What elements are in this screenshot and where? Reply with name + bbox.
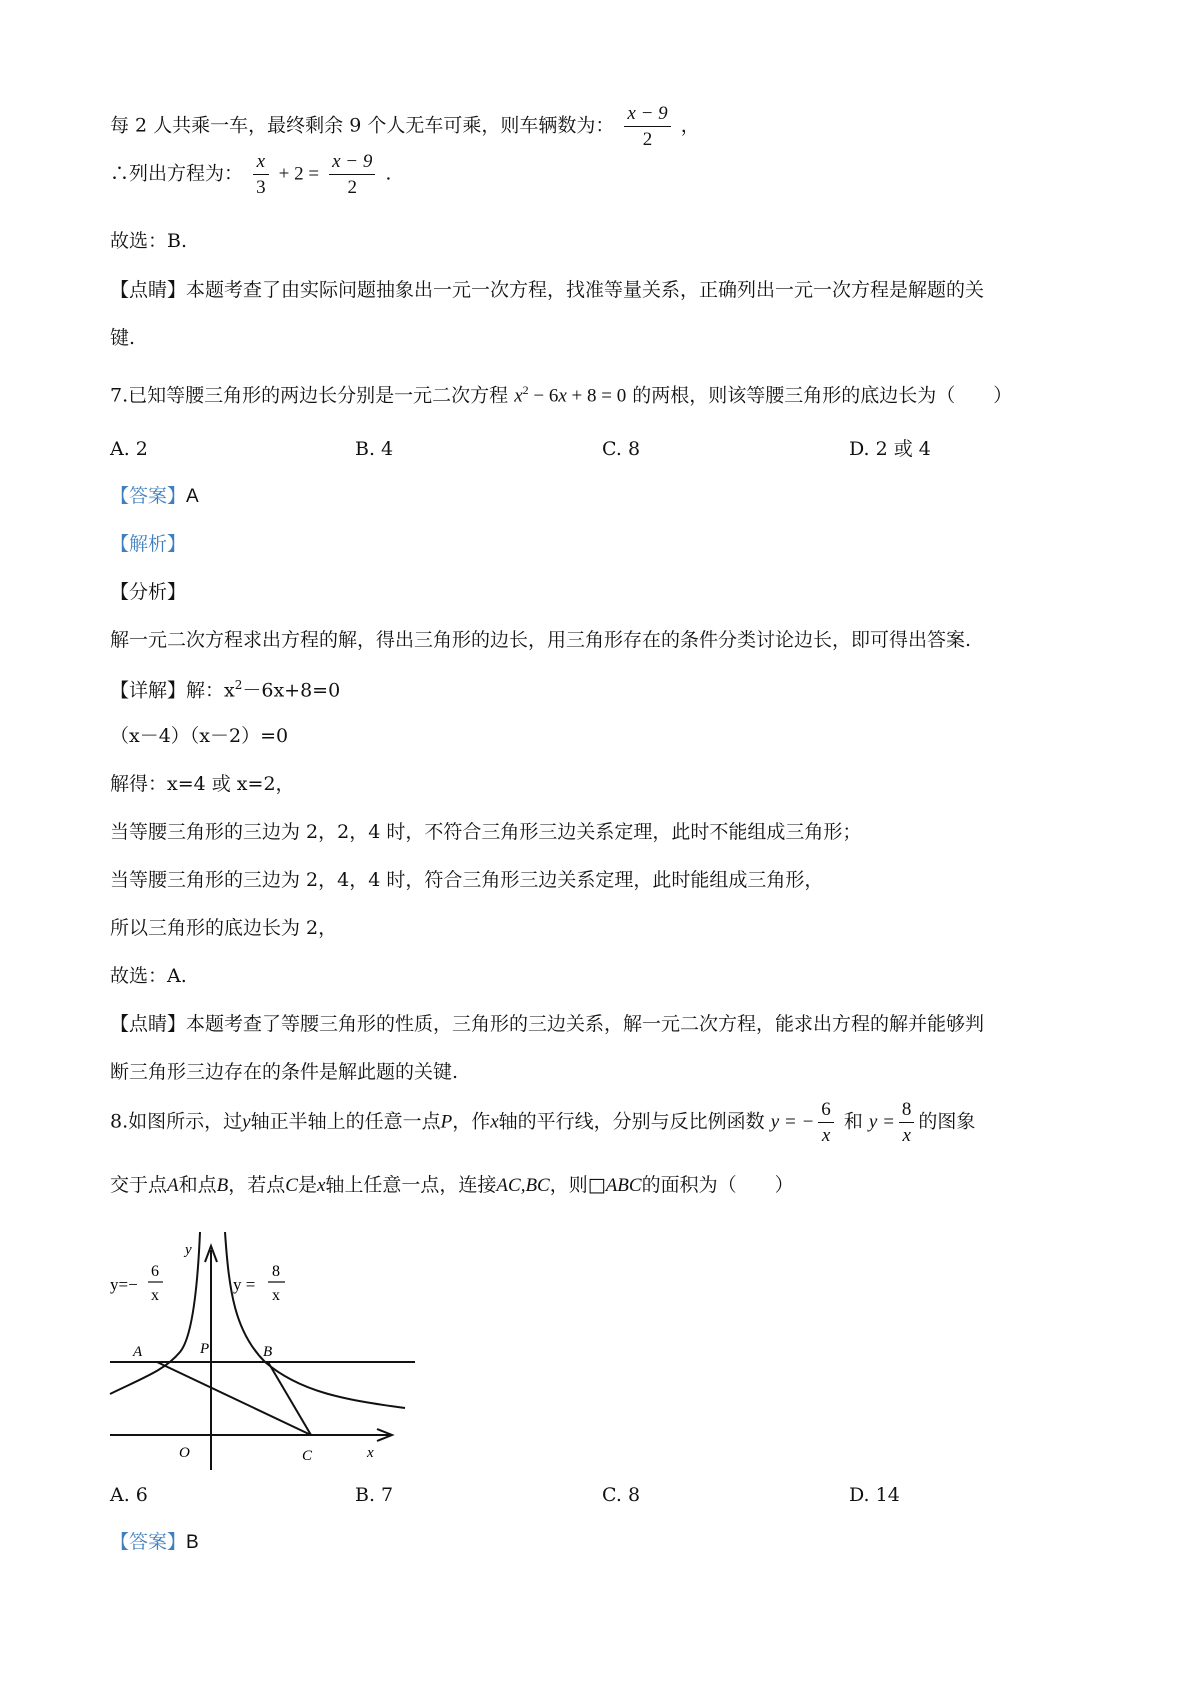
q8-text: 的面积为（ ） [641, 1174, 794, 1196]
q8-var-y: y [242, 1111, 251, 1133]
label-o: O [179, 1445, 190, 1461]
label-right-den: x [272, 1287, 280, 1304]
q8-var-x: x [316, 1175, 326, 1196]
q8-option-c: C. 8 [602, 1484, 641, 1506]
triangle-symbol: □ [587, 1174, 606, 1196]
q7-eq-exponent: 2 [522, 383, 529, 397]
answer-tag: 【答案】 [110, 485, 187, 507]
q7-eq-part: − 6 [528, 385, 559, 407]
q8-text: 和 [843, 1110, 863, 1133]
analysis-tag: 【解析】 [110, 533, 187, 555]
label-p: P [200, 1341, 210, 1357]
answer-value: B [186, 1532, 199, 1553]
fraction-denominator: x [899, 1122, 915, 1145]
segment-ac [157, 1362, 311, 1435]
fraction-numerator: 8 [901, 1099, 912, 1120]
fraction-x-over-3 [253, 152, 269, 197]
text-line-4: 【点睛】本题考查了由实际问题抽象出一元一次方程，找准等量关系，正确列出一元一次方程是解题的关 [110, 279, 985, 301]
question-7-stem [110, 384, 1012, 405]
q8-point-c: C [285, 1175, 298, 1196]
fraction-denominator: 2 [329, 174, 375, 197]
fraction-8-over-x [899, 1100, 915, 1145]
step-2: （x－4）（x－2）=0 [110, 725, 289, 747]
q8-point-a: A [167, 1175, 179, 1196]
step-3: 解得：x=4 或 x=2， [110, 773, 295, 795]
fraction-denominator: 3 [253, 174, 269, 197]
label-right-lhs: y = [233, 1275, 256, 1294]
q8-text: ，若点 [228, 1174, 286, 1196]
q8-figure [105, 1232, 425, 1477]
q8-segments: AC,BC [496, 1175, 550, 1196]
fraction-numerator: x − 9 [332, 151, 373, 172]
text-line-1-pre: 每 2 人共乘一车，最终剩余 9 个人无车可乘，则车辆数为： [110, 114, 615, 137]
q8-option-a: A. 6 [110, 1484, 148, 1506]
dianjing-line-1: 【点睛】本题考查了等腰三角形的性质，三角形的三边关系，解一元二次方程，能求出方程的解并能够判 [110, 1013, 985, 1035]
q8-text: 的图象 [918, 1110, 976, 1133]
text-line-1-post: ， [680, 114, 700, 137]
q7-answer [110, 487, 199, 506]
q8-option-b: B. 7 [355, 1484, 394, 1506]
label-x: x [367, 1445, 374, 1461]
q8-text: 是 [297, 1174, 317, 1196]
label-right-num: 8 [272, 1263, 280, 1280]
q8-text: 和点 [178, 1174, 217, 1196]
label-a: A [133, 1344, 143, 1360]
dianjing-line-2: 断三角形三边存在的条件是解此题的关键. [110, 1061, 459, 1083]
label-left-den: x [151, 1287, 159, 1304]
step-4: 当等腰三角形的三边为 2，2，4 时，不符合三角形三边关系定理，此时不能组成三角形； [110, 821, 862, 843]
q8-triangle-name: ABC [605, 1175, 642, 1196]
label-y: y [185, 1242, 192, 1258]
detail-line [110, 679, 340, 700]
fraction-6-over-x [818, 1100, 834, 1145]
label-left-lhs: y=− [110, 1275, 138, 1294]
detail-pre: 【详解】解：x [110, 679, 235, 702]
q8-point-b: B [216, 1175, 229, 1196]
detail-post: －6x+8=0 [242, 679, 341, 702]
step-5: 当等腰三角形的三边为 2，4，4 时，符合三角形三边关系定理，此时能组成三角形， [110, 869, 824, 891]
curve-y-8-over-x [225, 1232, 405, 1408]
answer-tag: 【答案】 [110, 1531, 187, 1553]
text-line-1 [110, 104, 700, 149]
q7-option-a: A. 2 [110, 438, 148, 460]
q7-stem-post: 的两根，则该等腰三角形的底边长为（ ） [632, 384, 1013, 407]
q7-eq-x2: x [558, 385, 567, 407]
q7-option-b: B. 4 [355, 438, 394, 460]
question-8-stem-2 [110, 1176, 794, 1195]
fraction-numerator: 6 [821, 1099, 831, 1120]
label-left-num: 6 [151, 1263, 159, 1280]
fraction-numerator: x − 9 [627, 103, 668, 124]
q7-option-d: D. 2 或 4 [849, 438, 931, 460]
q8-answer [110, 1533, 199, 1552]
answer-value: A [186, 486, 199, 507]
q8-option-d: D. 14 [849, 1484, 900, 1506]
q8-text: 交于点 [110, 1174, 168, 1196]
q7-eq-rest: + 8 = 0 [566, 385, 627, 407]
label-c: C [302, 1448, 313, 1464]
q8-func-2-lhs: y = [868, 1111, 895, 1133]
step-6: 所以三角形的底边长为 2， [110, 917, 338, 939]
fraction-denominator: x [818, 1122, 834, 1145]
q7-eq-x: x [514, 385, 523, 407]
step-7: 故选：A. [110, 965, 187, 987]
text-line-2 [110, 152, 391, 197]
fraction-x-minus-9-over-2 [624, 104, 670, 149]
q8-text: 轴正半轴上的任意一点 [250, 1110, 441, 1133]
fenxi-tag: 【分析】 [110, 581, 187, 603]
q8-text: 轴上任意一点，连接 [325, 1174, 497, 1196]
text-line-2-pre: ∴列出方程为： [110, 162, 244, 185]
q8-point-p: P [440, 1111, 453, 1133]
q8-text: ，作 [452, 1110, 491, 1133]
q7-option-c: C. 8 [602, 438, 641, 460]
q8-var-x: x [490, 1111, 499, 1133]
text-line-5: 键. [110, 327, 136, 349]
q8-text: 轴的平行线，分别与反比例函数 [498, 1110, 765, 1133]
fraction-denominator: 2 [624, 126, 670, 149]
detail-exponent: 2 [234, 678, 243, 692]
text-line-2-post: . [385, 162, 392, 185]
equation-middle: + 2 = [278, 163, 320, 185]
fraction-numerator: x [256, 151, 266, 172]
q8-func-1-lhs: y = − [770, 1111, 815, 1133]
question-8-stem-1 [110, 1100, 975, 1145]
q8-text: 8.如图所示，过 [110, 1110, 243, 1133]
text-line-3: 故选：B. [110, 230, 188, 252]
fenxi-text: 解一元二次方程求出方程的解，得出三角形的边长，用三角形存在的条件分类讨论边长，即可得出答案. [110, 629, 972, 651]
q7-stem-pre: 7.已知等腰三角形的两边长分别是一元二次方程 [110, 384, 509, 407]
q8-text: ，则 [549, 1174, 588, 1196]
fraction-x-minus-9-over-2 [329, 152, 375, 197]
label-b: B [263, 1344, 273, 1360]
